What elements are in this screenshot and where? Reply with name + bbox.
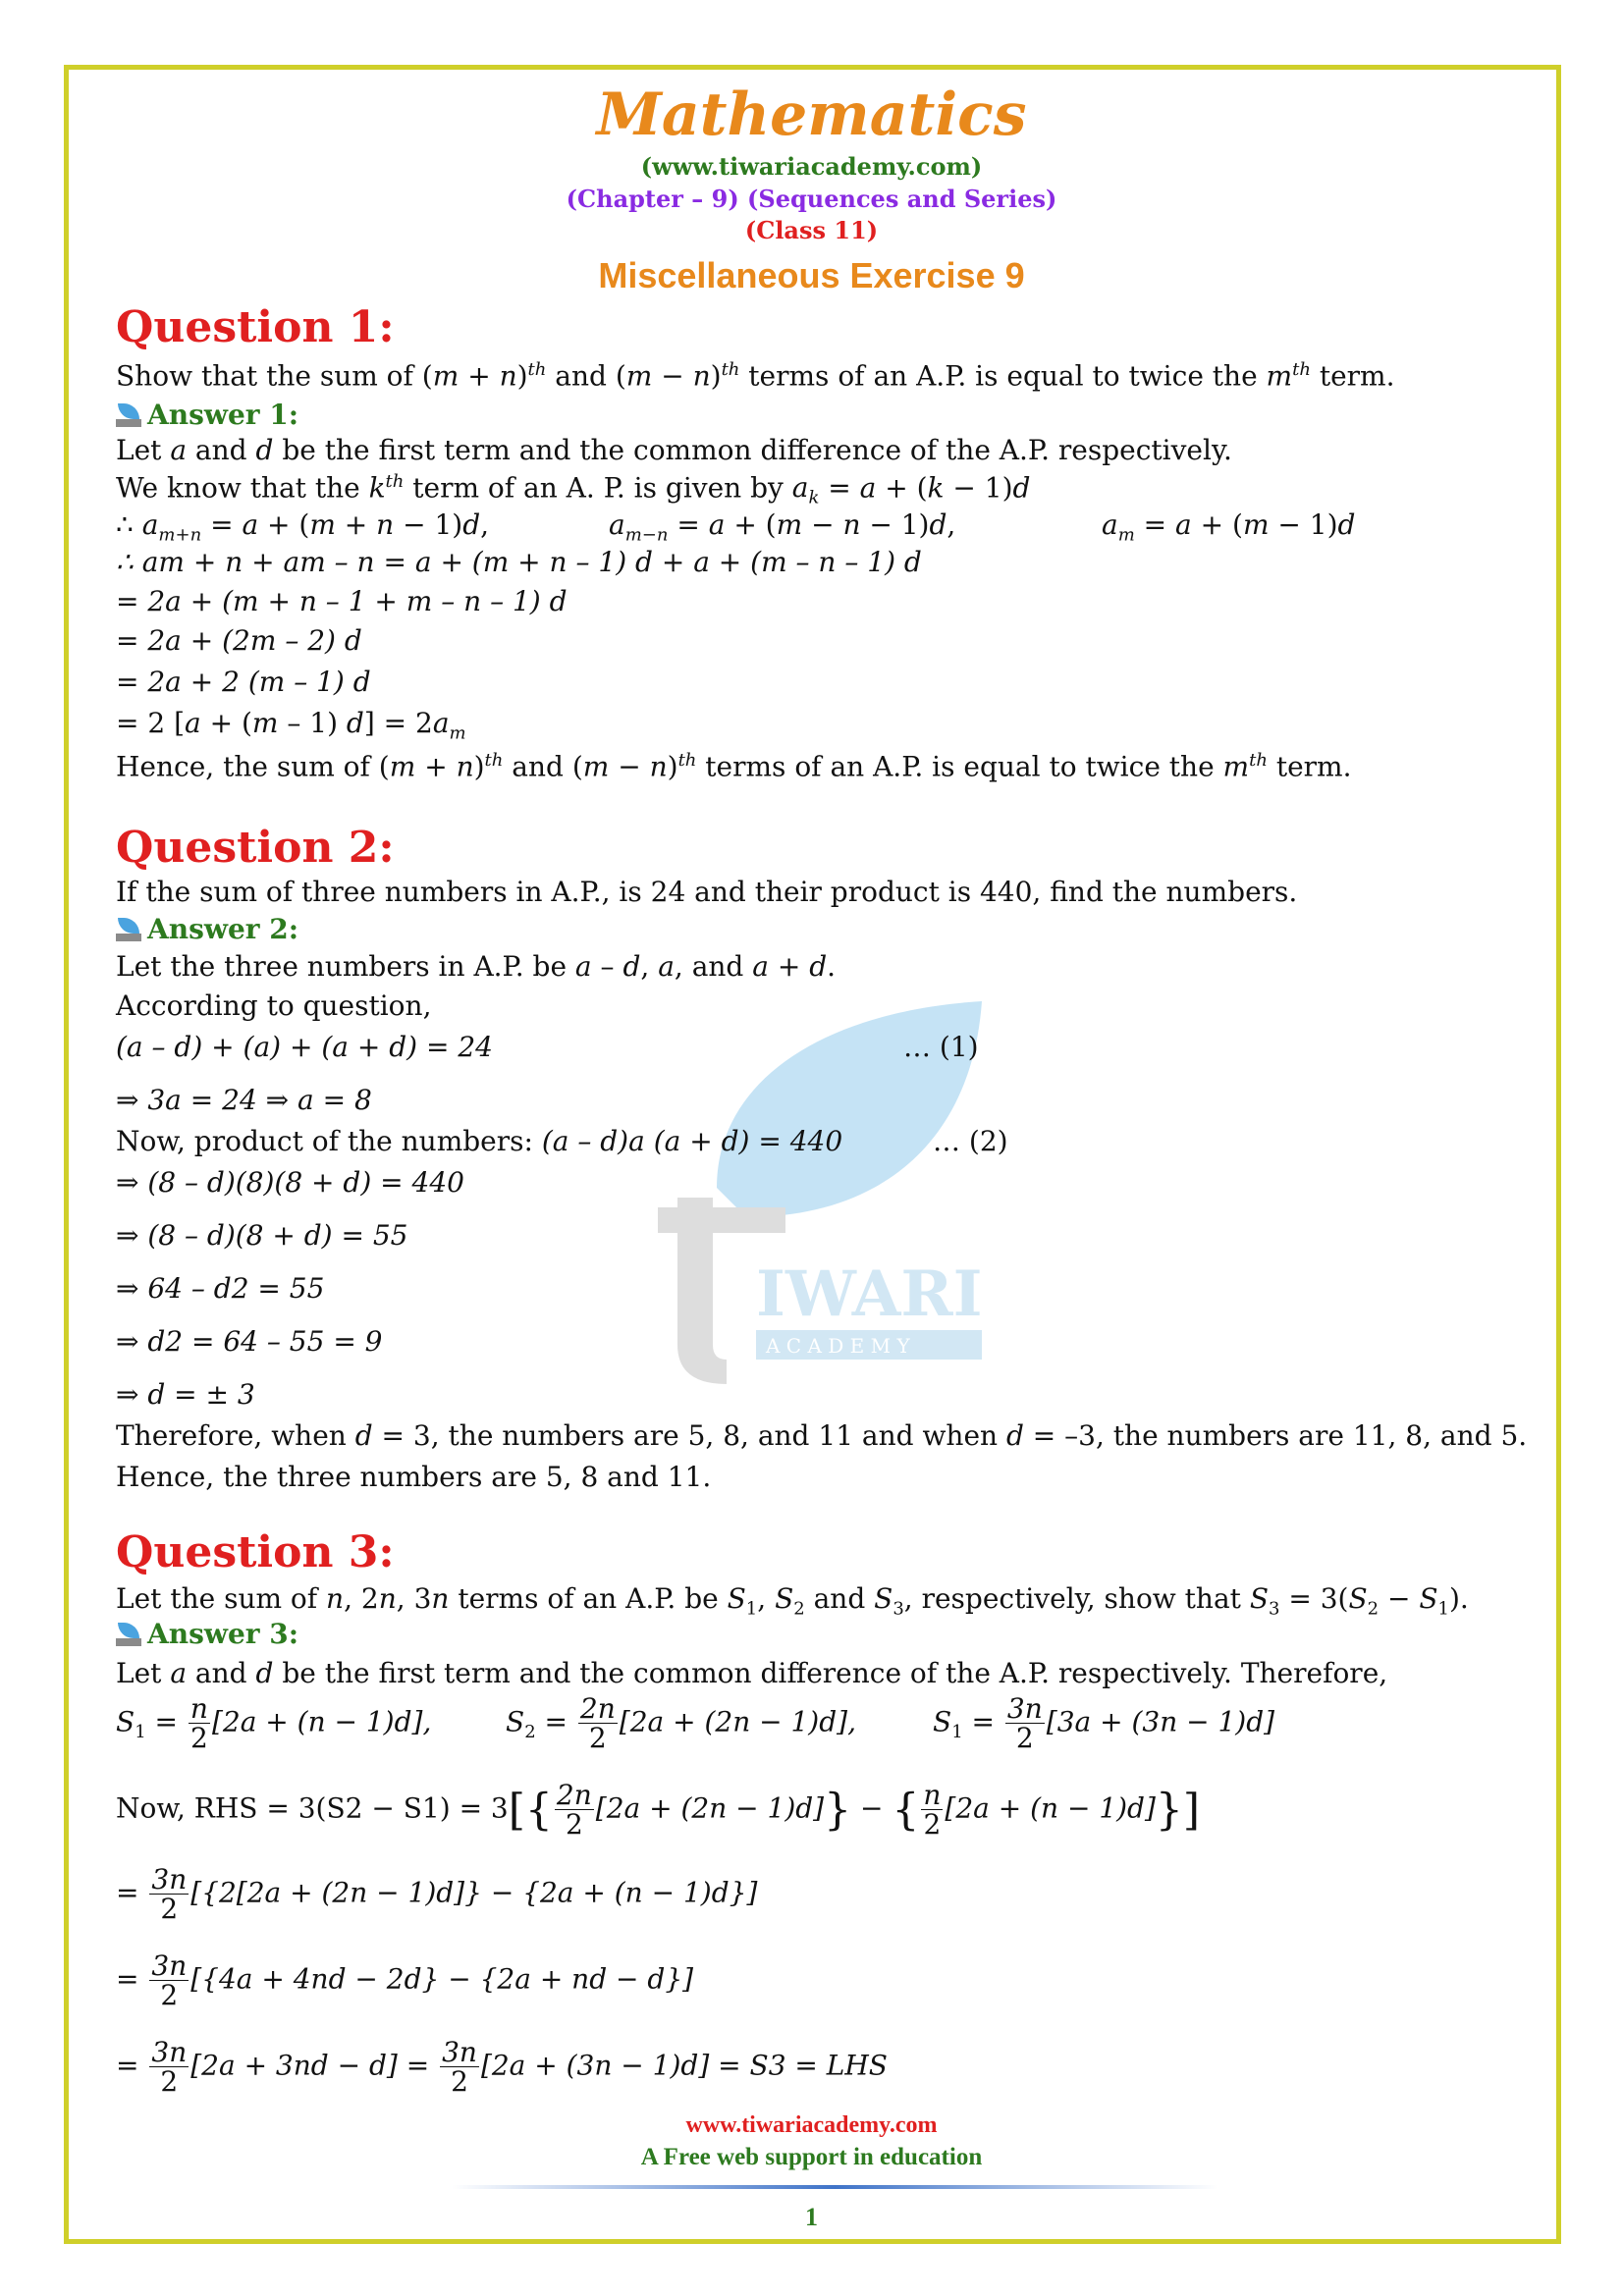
answer-3-line: = $\frac{3n}{2}$ [2a + 3nd − d] = $\frac{3n}{2}$ [2a + (3n − 1)d] = S3 = LHS: [116, 2036, 888, 2099]
answer-3-line: = $\frac{3n}{2}$ [{4a + 4nd − 2d} − {2a + nd − d}]: [116, 1949, 694, 2012]
header-site[interactable]: (www.tiwariacademy.com): [640, 152, 983, 181]
header-class: (Class 11): [744, 216, 879, 244]
answer-2-line: ⇒ d2 = 64 – 55 = 9: [116, 1325, 383, 1358]
answer-1-line: = 2 [a + (m – 1) $d] = 2a_m$: [116, 707, 466, 744]
watermark-brand: IWARI: [756, 1257, 983, 1331]
answer-1-line: = 2a + 2 (m – 1) d: [116, 666, 371, 698]
tiwari-logo-icon: [116, 1623, 143, 1646]
answer-2-line: ⇒ (8 – d)(8 + d) = 55: [116, 1219, 408, 1252]
answer-1-line: $a_m = a + (m - 1)d$: [1102, 508, 1356, 546]
question-1-heading: Question 1:: [116, 302, 395, 352]
answer-2-line: According to question,: [116, 989, 432, 1022]
watermark-sub: A C A D E M Y: [766, 1334, 910, 1358]
answer-1-line: Hence, the sum of $(m + n)^{th}$ and $(m - n)^{th}$ terms of an A.P. is equal to twice the $m^{th}$ term.: [116, 750, 1352, 783]
answer-3-line: Let a and d be the first term and the common difference of the A.P. respectively. Therefore,: [116, 1657, 1388, 1689]
answer-1-heading: Answer 1:: [116, 399, 298, 431]
footer-site-link[interactable]: www.tiwariacademy.com: [685, 2112, 938, 2138]
answer-3-line: = $\frac{3n}{2}$ [{2[2a + (2n − 1)d]} − {2a + (n − 1)d}]: [116, 1863, 758, 1926]
answer-1-line: Let a and d be the first term and the common difference of the A.P. respectively.: [116, 434, 1232, 466]
answer-2-line: Hence, the three numbers are 5, 8 and 11.: [116, 1461, 712, 1493]
answer-2-line: ⇒ (8 – d)(8)(8 + d) = 440: [116, 1166, 464, 1199]
equation-number: … (2): [933, 1125, 1008, 1157]
answer-1-line: ∴ am + n + am – n = a + (m + n – 1) d + a + (m – n – 1) d: [116, 546, 922, 578]
answer-3-line: $S_1$ = $\frac{n}{2}$ [2a + (n − 1)d],: [116, 1692, 432, 1755]
equation-number: … (1): [903, 1031, 979, 1063]
question-1-text: Show that the sum of $(m + n)^{th}$ and $(m - n)^{th}$ terms of an A.P. is equal to twice the $m^{th}$ term.: [116, 359, 1395, 393]
tiwari-logo-icon: [116, 403, 143, 427]
answer-3-line: Now, RHS = 3(S2 − S1) = 3[{ $\frac{2n}{2}$ [2a + (2n − 1)d]} − { $\frac{n}{2}$ [2a + (n − 1)d]}]: [116, 1779, 1201, 1842]
answer-1-line: ∴ $a_{m+n} = a + (m + n - 1)d$,: [116, 508, 490, 546]
answer-3-line: $S_1$ = $\frac{3n}{2}$ [3a + (3n − 1)d]: [933, 1692, 1275, 1755]
footer-divider: [452, 2185, 1217, 2189]
answer-1-line: = 2a + (2m – 2) d: [116, 624, 362, 657]
answer-2-line: Now, product of the numbers: (a – d)a (a + d) = 440: [116, 1125, 843, 1157]
question-2-text: If the sum of three numbers in A.P., is 24 and their product is 440, find the numbers.: [116, 876, 1298, 908]
answer-1-line: $a_{m-n} = a + (m - n - 1)d$,: [609, 508, 956, 546]
question-3-heading: Question 3:: [116, 1527, 395, 1577]
answer-3-line: $S_2$ = $\frac{2n}{2}$ [2a + (2n − 1)d],: [506, 1692, 856, 1755]
tiwari-logo-icon: [116, 918, 143, 941]
page-title: Mathematics: [596, 80, 1027, 149]
header-chapter: (Chapter – 9) (Sequences and Series): [566, 185, 1057, 213]
answer-1-line: We know that the $k^{th}$ term of an A. P. is given by $a_k = a + (k - 1)d$: [116, 471, 1031, 508]
exercise-title: Miscellaneous Exercise 9: [598, 255, 1025, 295]
question-2-heading: Question 2:: [116, 823, 395, 873]
answer-2-line: (a – d) + (a) + (a + d) = 24: [116, 1031, 493, 1063]
footer-tagline: A Free web support in education: [640, 2144, 983, 2170]
answer-2-heading: Answer 2:: [116, 913, 298, 945]
answer-2-line: Therefore, when d = 3, the numbers are 5, 8, and 11 and when d = –3, the numbers are 11, 8, and 5.: [116, 1419, 1528, 1452]
answer-1-line: = 2a + (m + n – 1 + m – n – 1) d: [116, 585, 568, 617]
answer-2-line: ⇒ 64 – d2 = 55: [116, 1272, 325, 1305]
answer-2-line: Let the three numbers in A.P. be a – d, a, and a + d.: [116, 950, 837, 983]
answer-3-heading: Answer 3:: [116, 1618, 298, 1650]
question-3-text: Let the sum of n, 2n, 3n terms of an A.P. be $S_1$, $S_2$ and $S_3$, respectively, show that $S_3 = 3(S_2 - S_1)$.: [116, 1582, 1469, 1620]
answer-2-line: ⇒ 3a = 24 ⇒ a = 8: [116, 1084, 372, 1116]
page-number: 1: [805, 2203, 818, 2231]
answer-2-line: ⇒ d = ± 3: [116, 1378, 255, 1411]
